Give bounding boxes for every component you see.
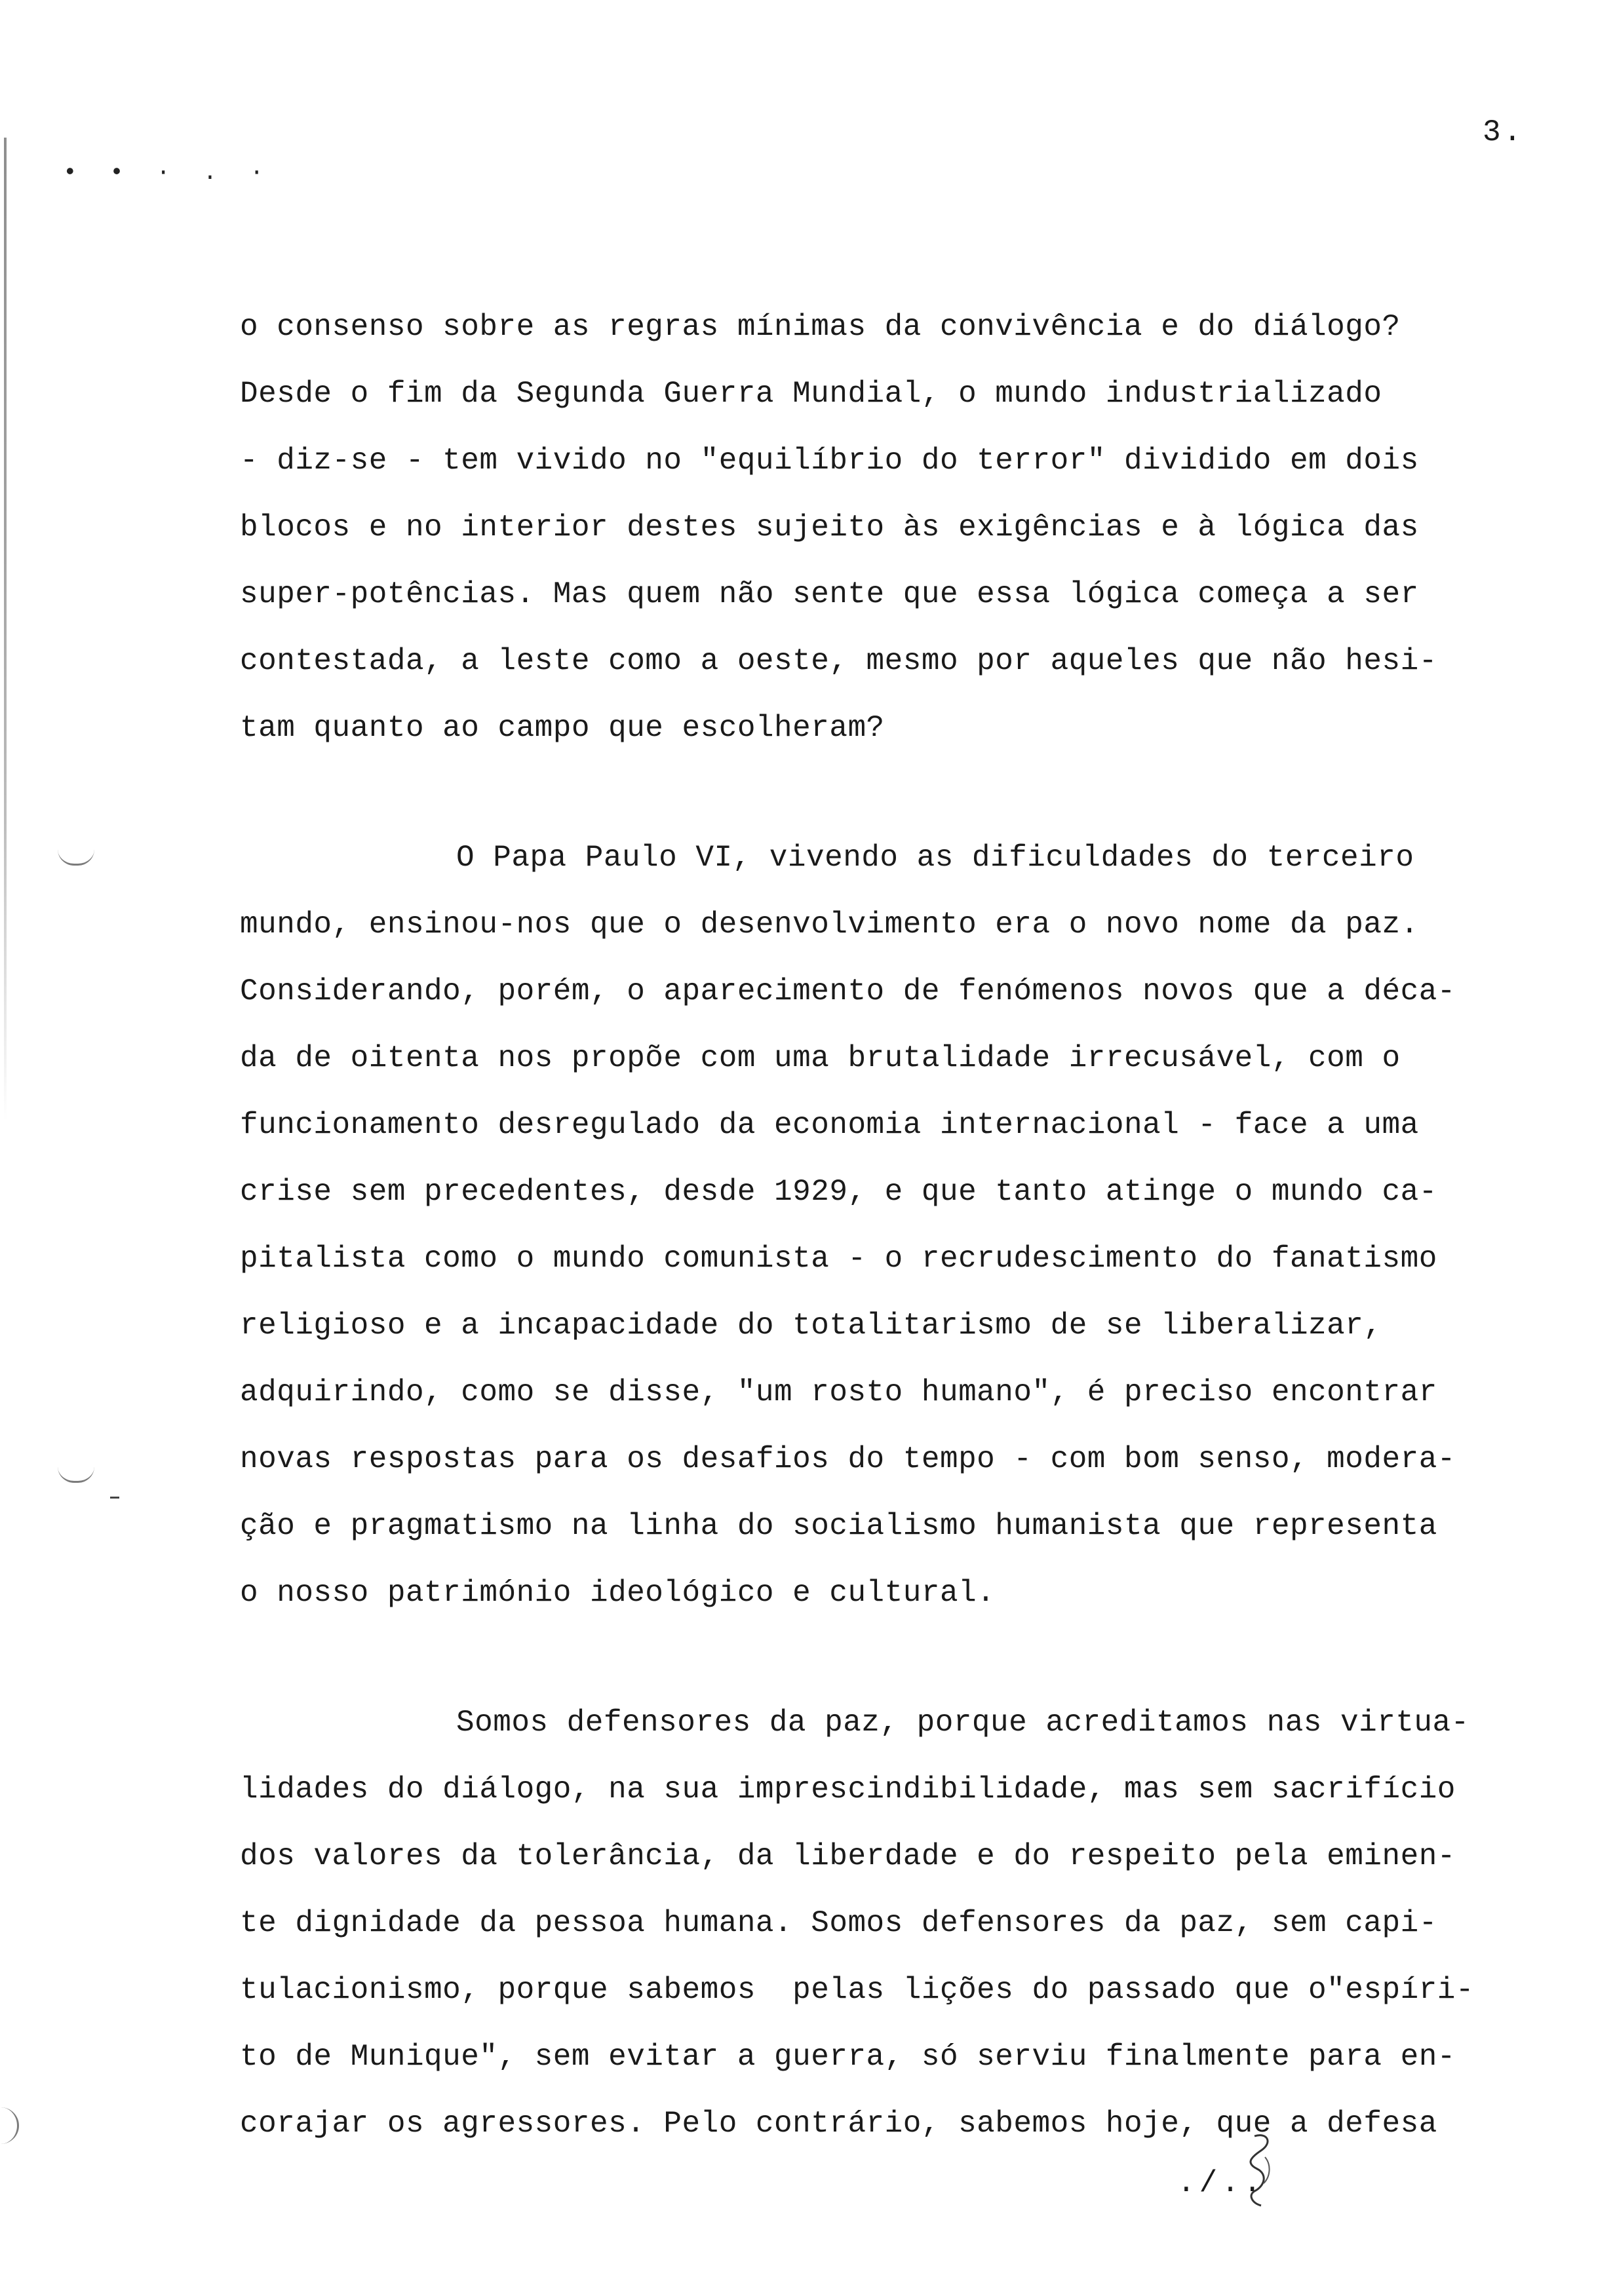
text-line: novas respostas para os desafios do tempo - com bom senso, modera-	[240, 1442, 1456, 1476]
text-line: corajar os agressores. Pelo contrário, sabemos hoje, que a defesa	[240, 2107, 1437, 2141]
handwritten-initials	[1235, 2131, 1281, 2210]
text-line: o consenso sobre as regras mínimas da convivência e do diálogo?	[240, 310, 1401, 344]
text-line: religioso e a incapacidade do totalitarismo de se liberalizar,	[240, 1309, 1382, 1343]
text-line: Desde o fim da Segunda Guerra Mundial, o mundo industrializado	[240, 377, 1382, 411]
text-line: to de Munique", sem evitar a guerra, só serviu finalmente para en-	[240, 2040, 1456, 2074]
margin-dots: • • · . ·	[63, 159, 273, 186]
text-line: Somos defensores da paz, porque acreditamos nas virtua-	[456, 1706, 1469, 1740]
text-line: tulacionismo, porque sabemos pelas lições do passado que o"espíri-	[240, 1973, 1475, 2007]
page-number: 3.	[1483, 115, 1525, 149]
text-line: te dignidade da pessoa humana. Somos defensores da paz, sem capi-	[240, 1906, 1437, 1940]
paragraph	[240, 294, 1544, 761]
text-line: ção e pragmatismo na linha do socialismo humanista que representa	[240, 1509, 1437, 1543]
text-line: da de oitenta nos propõe com uma brutalidade irrecusável, com o	[240, 1041, 1401, 1075]
margin-pencil-mark	[0, 2107, 19, 2144]
text-line: adquirindo, como se disse, "um rosto humano", é preciso encontrar	[240, 1375, 1437, 1409]
text-line: dos valores da tolerância, da liberdade e do respeito pela eminen-	[240, 1839, 1456, 1873]
text-line: mundo, ensinou-nos que o desenvolvimento era o novo nome da paz.	[240, 908, 1419, 942]
paragraph	[240, 1689, 1544, 2157]
text-line: Considerando, porém, o aparecimento de fenómenos novos que a déca-	[240, 974, 1456, 1008]
margin-tick	[110, 1497, 119, 1499]
paragraph-gap	[240, 761, 1544, 824]
text-line: blocos e no interior destes sujeito às exigências e à lógica das	[240, 510, 1419, 545]
text-line: crise sem precedentes, desde 1929, e que tanto atinge o mundo ca-	[240, 1175, 1437, 1209]
paragraph	[240, 824, 1544, 1626]
text-line: o nosso património ideológico e cultural.	[240, 1576, 996, 1610]
text-line: lidades do diálogo, na sua imprescindibilidade, mas sem sacrifício	[240, 1772, 1456, 1807]
continuation-mark: ./..	[1177, 2166, 1266, 2200]
text-line: super-potências. Mas quem não sente que essa lógica começa a ser	[240, 577, 1419, 611]
text-line: tam quanto ao campo que escolheram?	[240, 711, 885, 745]
text-line: - diz-se - tem vivido no "equilíbrio do terror" dividido em dois	[240, 444, 1419, 478]
binding-shadow	[4, 138, 7, 1120]
text-line: contestada, a leste como a oeste, mesmo por aqueles que não hesi-	[240, 644, 1437, 678]
margin-pencil-mark	[58, 849, 94, 866]
text-line: O Papa Paulo VI, vivendo as dificuldades do terceiro	[456, 841, 1414, 875]
text-line: funcionamento desregulado da economia internacional - face a uma	[240, 1108, 1419, 1142]
paragraph-gap	[240, 1626, 1544, 1689]
body-text	[240, 294, 1544, 2157]
text-line: pitalista como o mundo comunista - o recrudescimento do fanatismo	[240, 1242, 1437, 1276]
margin-pencil-mark	[58, 1466, 94, 1483]
